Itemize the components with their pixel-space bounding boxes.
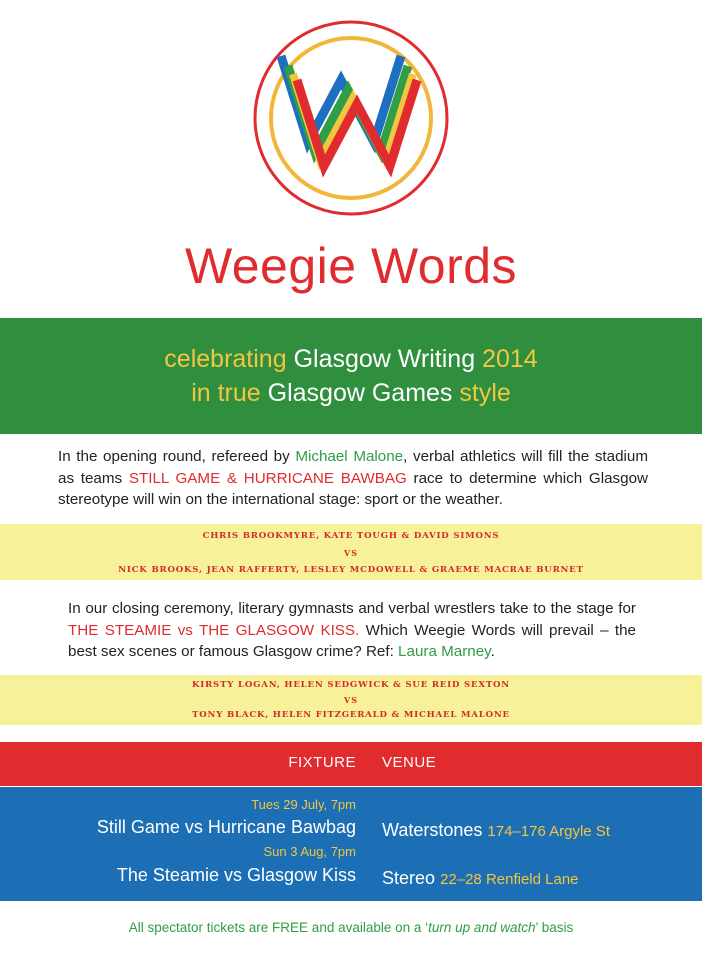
team-names: THE STEAMIE vs THE GLASGOW KISS. bbox=[68, 621, 360, 639]
teams-band-2 bbox=[0, 675, 702, 725]
text-run: , verbal athletics will fill the stadium as teams bbox=[58, 448, 648, 487]
venue-cell bbox=[382, 868, 579, 889]
team-names: STILL GAME & HURRICANE BAWBAG bbox=[128, 469, 407, 487]
fixture-header: FIXTURE bbox=[288, 754, 356, 771]
team-roster: KIRSTY LOGAN, HELEN SEDGWICK & SUE REID SEXTON bbox=[192, 680, 510, 690]
tagline-word: style bbox=[459, 379, 511, 407]
versus-label: VS bbox=[344, 548, 358, 558]
venue-header: VENUE bbox=[382, 754, 437, 771]
ticket-info bbox=[0, 920, 702, 935]
tagline-word: 2014 bbox=[482, 345, 538, 373]
text-run: Which Weegie Words will prevail – the best sex scenes or famous Glasgow crime? Ref: bbox=[68, 621, 636, 660]
venue-name: Waterstones bbox=[382, 820, 483, 840]
venue-address: 174–176 Argyle St bbox=[487, 823, 610, 840]
schedule-table bbox=[0, 787, 702, 901]
referee-name: Michael Malone bbox=[295, 448, 404, 465]
fixture-date: Sun 3 Aug, 7pm bbox=[263, 844, 356, 859]
referee-name: Laura Marney bbox=[398, 643, 491, 660]
schedule-header bbox=[0, 742, 702, 786]
team-roster: NICK BROOKS, JEAN RAFFERTY, LESLEY MCDOWELL & GRAEME MACRAE BURNET bbox=[118, 565, 584, 575]
tagline-line-2 bbox=[0, 376, 702, 410]
text-run: . bbox=[490, 643, 495, 660]
venue-address: 22–28 Renfield Lane bbox=[440, 871, 579, 888]
text-run: turn up and watch bbox=[428, 920, 536, 935]
tagline-word: celebrating bbox=[164, 345, 287, 373]
text-run: All spectator tickets are FREE and available on a ‘ bbox=[128, 920, 429, 935]
ww-logo-icon bbox=[251, 18, 451, 218]
fixture-name: The Steamie vs Glasgow Kiss bbox=[116, 865, 356, 885]
page-title: Weegie Words bbox=[184, 238, 518, 294]
text-run: In our closing ceremony, literary gymnasts and verbal wrestlers take to the stage for bbox=[68, 600, 636, 617]
team-roster: TONY BLACK, HELEN FITZGERALD & MICHAEL MALONE bbox=[192, 710, 510, 720]
text-run: ’ basis bbox=[535, 920, 574, 935]
opening-round-text bbox=[58, 446, 648, 511]
venue-name: Stereo bbox=[382, 868, 436, 888]
tagline-word: Glasgow Games bbox=[267, 379, 453, 407]
tagline-line-1 bbox=[0, 342, 702, 376]
venue-cell bbox=[382, 820, 610, 841]
fixture-date: Tues 29 July, 7pm bbox=[251, 797, 356, 812]
tagline-word: in true bbox=[191, 379, 261, 407]
tagline-band bbox=[0, 318, 702, 434]
text-run: In the opening round, refereed by bbox=[58, 448, 296, 465]
teams-band-1 bbox=[0, 524, 702, 580]
team-roster: CHRIS BROOKMYRE, KATE TOUGH & DAVID SIMONS bbox=[202, 531, 500, 541]
versus-label: VS bbox=[344, 695, 358, 705]
fixture-name: Still Game vs Hurricane Bawbag bbox=[96, 817, 356, 837]
tagline-word: Glasgow Writing bbox=[293, 345, 476, 373]
closing-ceremony-text bbox=[68, 598, 636, 663]
text-run: race to determine which Glasgow stereotype will win on the international stage: sport or the weather. bbox=[58, 469, 648, 508]
